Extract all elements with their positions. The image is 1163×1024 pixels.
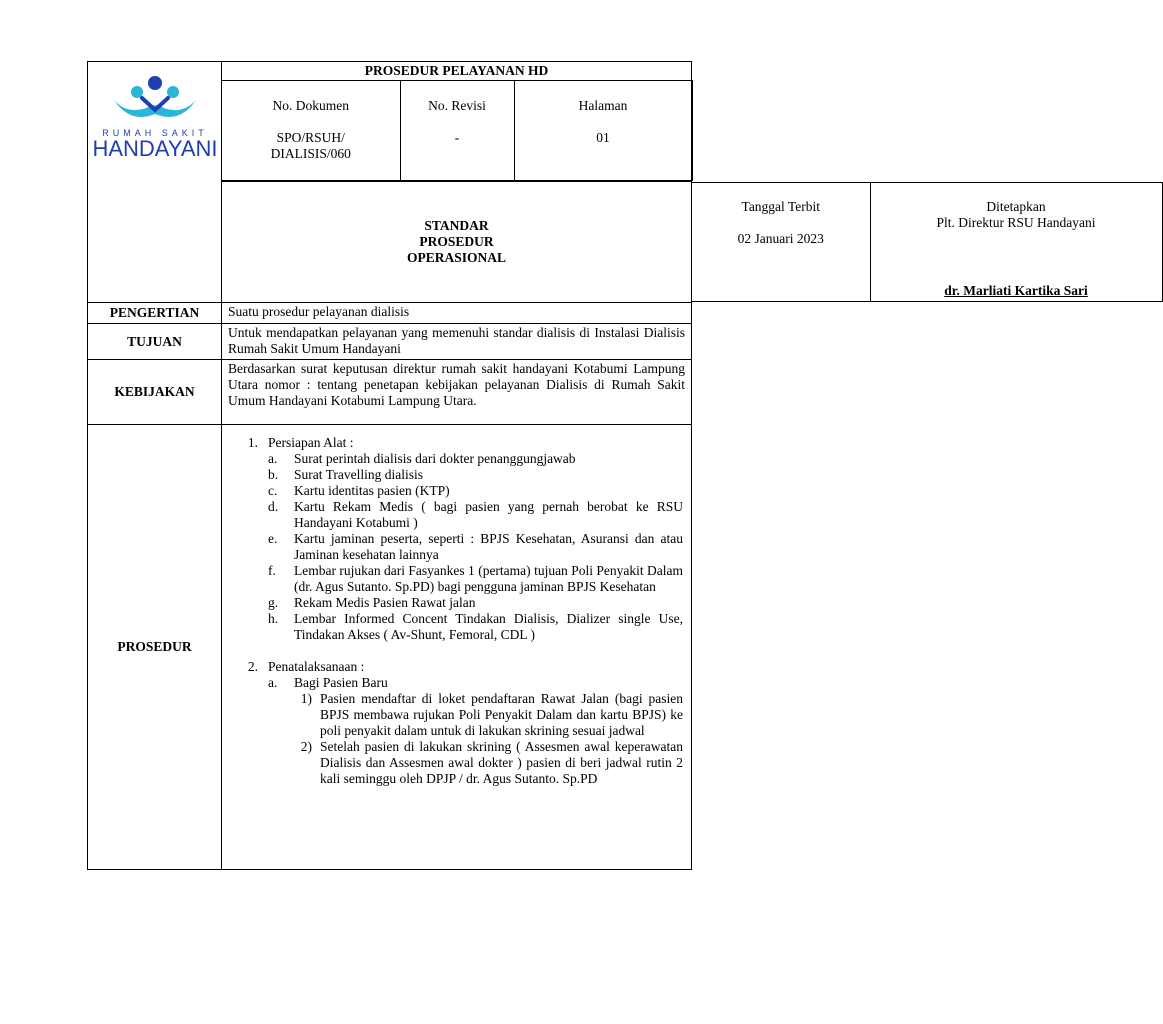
spo-label-cell [222,182,692,303]
list-item [268,483,683,499]
spo-label-2: PROSEDUR [419,234,494,249]
halaman-label: Halaman [578,98,628,113]
no-dokumen-label: No. Dokumen [272,98,349,113]
kebijakan-label: KEBIJAKAN [88,360,222,425]
prosedur-content [222,425,692,870]
list-item-marker: b. [268,467,279,482]
list-item-text: Kartu Rekam Medis ( bagi pasien yang pernah berobat ke RSU Handayani Kotabumi ) [294,499,683,530]
step-2-title: Penatalaksanaan : [268,659,365,674]
list-item-marker: e. [268,531,278,546]
step-1 [232,435,683,451]
tanggal-label: Tanggal Terbit [741,199,820,214]
list-item-text: Kartu jaminan peserta, seperti : BPJS Kesehatan, Asuransi dan atau Jaminan kesehatan lainnya [294,531,683,562]
spo-label-1: STANDAR [424,218,489,233]
step-2a-list [232,691,683,787]
kebijakan-text: Berdasarkan surat keputusan direktur rumah sakit handayani Kotabumi Lampung Utara nomor : tentang penetapan kebijakan pelayanan Dialisis di Rumah Sakit Umum Handayani Kotabumi Lampung Utara. [222,360,692,425]
list-item-text: Lembar Informed Concent Tindakan Dialisis, Dializer single Use, Tindakan Akses ( Av-Shunt, Femoral, CDL ) [294,611,683,642]
tanggal-value: 02 Januari 2023 [737,231,824,246]
list-item [268,611,683,643]
list-item-text: Lembar rujukan dari Fasyankes 1 (pertama) tujuan Poli Penyakit Dalam (dr. Agus Sutanto. Sp.PD) bagi pengguna jaminan BPJS Kesehatan [294,563,683,594]
no-dokumen-value-2: DIALISIS/060 [270,146,351,161]
hospital-logo-icon [100,74,210,122]
list-item [268,595,683,611]
list-item [268,467,683,483]
list-item-text: Setelah pasien di lakukan skrining ( Assesmen awal keperawatan Dialisis dan Assesmen awal dokter ) pasien di beri jadwal rutin 2 kali seminggu oleh DPJP / dr. Agus Sutanto. Sp.PD [320,739,683,786]
no-dokumen-value-1: SPO/RSUH/ [276,130,345,145]
doc-title-cell [222,62,692,182]
list-item-marker: 1) [300,691,312,706]
list-item [294,691,683,739]
pengertian-text: Suatu prosedur pelayanan dialisis [222,303,692,324]
list-item-marker: 2) [300,739,312,754]
logo-top-text: RUMAH SAKIT [102,128,208,138]
step-1-title: Persiapan Alat : [268,435,354,450]
step-1-list [232,451,683,643]
signer-name: dr. Marliati Kartika Sari [944,283,1088,298]
list-item-text: Surat perintah dialisis dari dokter penanggungjawab [294,451,576,466]
ditetapkan: Ditetapkan [986,199,1046,214]
tujuan-text: Untuk mendapatkan pelayanan yang memenuhi standar dialisis di Instalasi Dialisis Rumah Sakit Umum Handayani [222,324,692,360]
step-2a-marker: a. [268,675,278,690]
logo-name: HANDAYANI [92,136,218,161]
step-2a-title: Bagi Pasien Baru [294,675,388,690]
list-item-text: Pasien mendaftar di loket pendaftaran Rawat Jalan (bagi pasien BPJS membawa rujukan Poli Penyakit Dalam dan kartu BPJS) ke poli penyakit dalam untuk di lakukan skrining sesuai jadwal [320,691,683,738]
step-1-num: 1. [247,435,258,450]
list-item-text: Surat Travelling dialisis [294,467,424,482]
pengertian-label: PENGERTIAN [88,303,222,324]
list-item-marker: f. [268,563,276,578]
step-2 [232,659,683,675]
list-item-marker: c. [268,483,278,498]
prosedur-label: PROSEDUR [88,425,222,870]
sop-table [87,61,1096,870]
list-item [268,563,683,595]
list-item [268,499,683,531]
list-item-marker: a. [268,451,278,466]
doc-info-table [222,80,693,181]
tujuan-label: TUJUAN [88,324,222,360]
halaman-value: 01 [596,130,610,145]
list-item-marker: h. [268,611,279,626]
list-item-marker: g. [268,595,279,610]
no-revisi-label: No. Revisi [428,98,486,113]
logo-cell [88,62,222,303]
step-2a [268,675,683,691]
list-item-marker: d. [268,499,279,514]
list-item-text: Kartu identitas pasien (KTP) [294,483,450,498]
list-item [294,739,683,787]
step-2-num: 2. [247,659,258,674]
list-item [268,451,683,467]
doc-title: PROSEDUR PELAYANAN HD [364,63,549,78]
approval-table [692,182,1163,302]
list-item [268,531,683,563]
spo-label-3: OPERASIONAL [406,250,506,265]
jabatan: Plt. Direktur RSU Handayani [936,215,1096,230]
list-item-text: Rekam Medis Pasien Rawat jalan [294,595,476,610]
no-revisi-value: - [454,130,460,145]
